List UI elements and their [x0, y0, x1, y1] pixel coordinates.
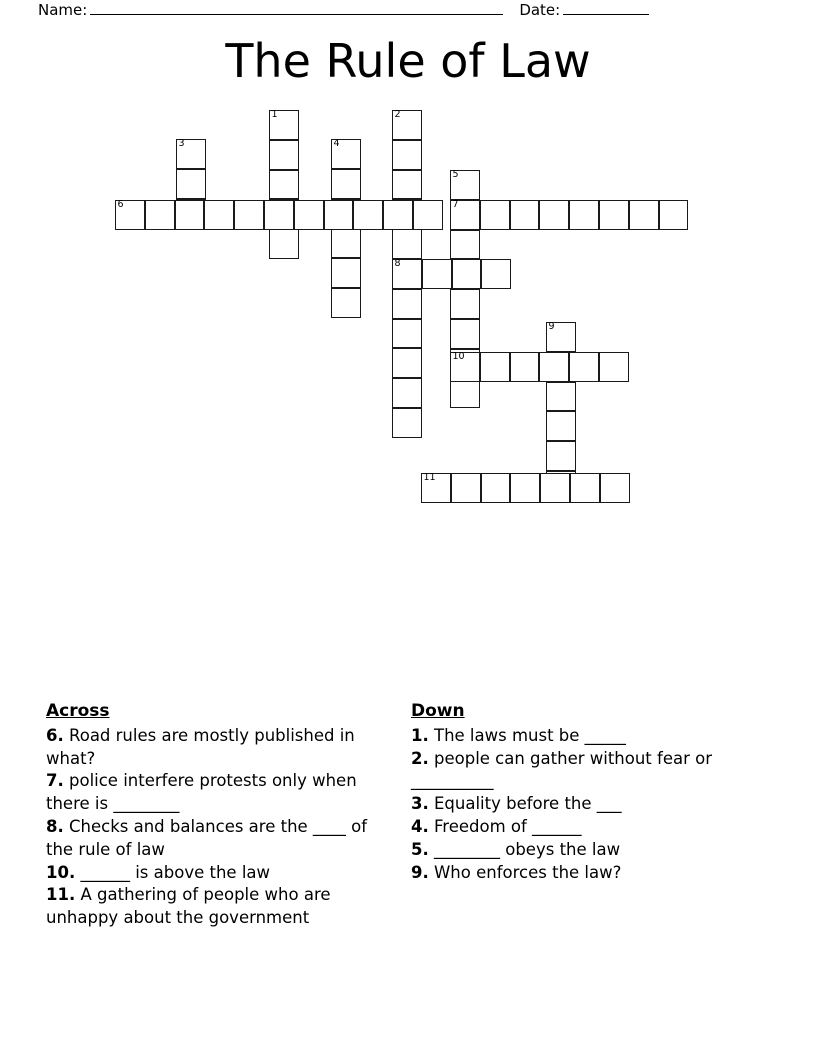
clue-number: 10.: [46, 862, 76, 882]
crossword-cell[interactable]: [452, 259, 482, 289]
clue-text: Checks and balances are the ____ of the rule of law: [46, 817, 368, 859]
crossword-cell[interactable]: [392, 319, 422, 349]
clue-text: people can gather without fear or __________: [411, 748, 712, 791]
clue-item: [411, 725, 741, 748]
clue-item: [411, 816, 741, 839]
crossword-cell[interactable]: [450, 289, 480, 319]
crossword-cell[interactable]: [331, 228, 361, 258]
clue-item: [46, 884, 398, 930]
crossword-cell[interactable]: [481, 473, 511, 503]
cell-number: 11: [423, 472, 436, 483]
crossword-cell[interactable]: [264, 200, 294, 230]
crossword-cell[interactable]: [540, 473, 570, 503]
crossword-cell[interactable]: [392, 378, 422, 408]
clue-item: [411, 839, 741, 862]
crossword-cell[interactable]: [269, 170, 299, 200]
crossword-cell[interactable]: [546, 322, 576, 352]
cell-number: 8: [394, 258, 401, 269]
clue-text: Who enforces the law?: [428, 862, 622, 882]
crossword-cell[interactable]: [421, 473, 451, 503]
crossword-cell[interactable]: [175, 200, 205, 230]
crossword-cell[interactable]: [331, 139, 361, 169]
crossword-cell[interactable]: [629, 200, 659, 230]
cell-number: 2: [394, 109, 401, 120]
clue-item: [411, 793, 741, 816]
crossword-cell[interactable]: [413, 200, 443, 230]
cell-number: 9: [548, 321, 555, 332]
crossword-cell[interactable]: [145, 200, 175, 230]
crossword-cell[interactable]: [204, 200, 234, 230]
clue-text: The laws must be _____: [428, 725, 626, 745]
crossword-cell[interactable]: [451, 473, 481, 503]
crossword-cell[interactable]: [115, 200, 145, 230]
crossword-cell[interactable]: [392, 170, 422, 200]
crossword-cell[interactable]: [269, 140, 299, 170]
crossword-cell[interactable]: [450, 230, 480, 260]
clue-text: Freedom of ______: [428, 817, 582, 836]
clue-number: 2.: [411, 748, 429, 768]
crossword-cell[interactable]: [450, 170, 480, 200]
crossword-cell[interactable]: [294, 200, 324, 230]
crossword-cell[interactable]: [269, 229, 299, 259]
crossword-cell[interactable]: [546, 411, 576, 441]
crossword-cell[interactable]: [510, 473, 540, 503]
clue-text: A gathering of people who are unhappy about the government: [46, 885, 331, 928]
crossword-cell[interactable]: [539, 352, 569, 382]
crossword-cell[interactable]: [392, 408, 422, 438]
clue-text: Road rules are mostly published in what?: [46, 725, 355, 768]
crossword-cell[interactable]: [510, 352, 540, 382]
cell-number: 5: [452, 169, 459, 180]
crossword-cell[interactable]: [570, 473, 600, 503]
crossword-cell[interactable]: [510, 200, 540, 230]
crossword-cell[interactable]: [392, 259, 422, 289]
down-clue-list: [411, 725, 741, 884]
crossword-cell[interactable]: [599, 352, 629, 382]
crossword-cell[interactable]: [480, 352, 510, 382]
down-heading: Down: [411, 701, 465, 721]
name-label: Name:: [38, 1, 88, 19]
across-clue-list: [46, 725, 398, 930]
clue-text: police interfere protests only when there is ________: [46, 771, 357, 814]
cell-number: 3: [178, 138, 185, 149]
crossword-cell[interactable]: [546, 441, 576, 471]
crossword-cell[interactable]: [331, 288, 361, 318]
crossword-cell[interactable]: [324, 200, 354, 230]
cell-number: 6: [117, 199, 124, 210]
clue-item: [46, 816, 398, 862]
crossword-cell[interactable]: [546, 382, 576, 412]
clue-item: [411, 862, 741, 885]
crossword-cell[interactable]: [450, 319, 480, 349]
crossword-cell[interactable]: [392, 229, 422, 259]
cell-number: 7: [452, 198, 459, 210]
crossword-cell[interactable]: [269, 110, 299, 140]
crossword-cell[interactable]: [392, 348, 422, 378]
clue-item: [46, 725, 398, 771]
clue-item: [411, 748, 741, 794]
crossword-cell[interactable]: [481, 259, 511, 289]
clue-number: 11.: [46, 885, 76, 905]
clue-number: 3.: [411, 794, 429, 814]
crossword-cell[interactable]: [450, 352, 480, 382]
clue-text: Equality before the ___: [428, 794, 622, 814]
cell-number: 4: [333, 138, 340, 149]
crossword-cell[interactable]: [392, 110, 422, 140]
crossword-cell[interactable]: [450, 379, 480, 409]
crossword-cell[interactable]: [569, 200, 599, 230]
clue-number: 8.: [46, 817, 64, 836]
clue-number: 6.: [46, 725, 64, 745]
clue-number: 7.: [46, 771, 64, 791]
crossword-cell[interactable]: [392, 289, 422, 319]
crossword-cell[interactable]: [569, 352, 599, 382]
crossword-cell[interactable]: [600, 473, 630, 503]
clue-number: 5.: [411, 839, 429, 859]
crossword-cell[interactable]: [331, 169, 361, 199]
across-clue-column: [46, 700, 398, 930]
crossword-cell[interactable]: [392, 140, 422, 170]
clue-item: [46, 770, 398, 816]
crossword-cell[interactable]: [659, 200, 689, 230]
clue-text: ________ obeys the law: [428, 839, 621, 859]
crossword-cell[interactable]: [176, 169, 206, 199]
crossword-cell[interactable]: [539, 200, 569, 230]
crossword-cell[interactable]: [383, 200, 413, 230]
cell-number: 1: [271, 109, 278, 120]
crossword-cell[interactable]: [422, 259, 452, 289]
clue-text: ______ is above the law: [75, 862, 271, 882]
clue-number: 9.: [411, 862, 429, 882]
date-label: Date:: [519, 1, 561, 19]
clue-item: [46, 862, 398, 885]
page-title: The Rule of Law: [225, 34, 591, 88]
clue-number: 4.: [411, 817, 429, 836]
crossword-cell[interactable]: [599, 200, 629, 230]
crossword-cell[interactable]: [176, 139, 206, 169]
crossword-cell[interactable]: [234, 200, 264, 230]
clue-number: 1.: [411, 725, 429, 745]
crossword-cell[interactable]: [331, 258, 361, 288]
crossword-cell[interactable]: [450, 200, 480, 230]
across-heading: Across: [46, 701, 110, 721]
crossword-cell[interactable]: [480, 200, 510, 230]
crossword-cell[interactable]: [353, 200, 383, 230]
down-clue-column: [411, 700, 741, 884]
cell-number: 10: [452, 351, 465, 362]
